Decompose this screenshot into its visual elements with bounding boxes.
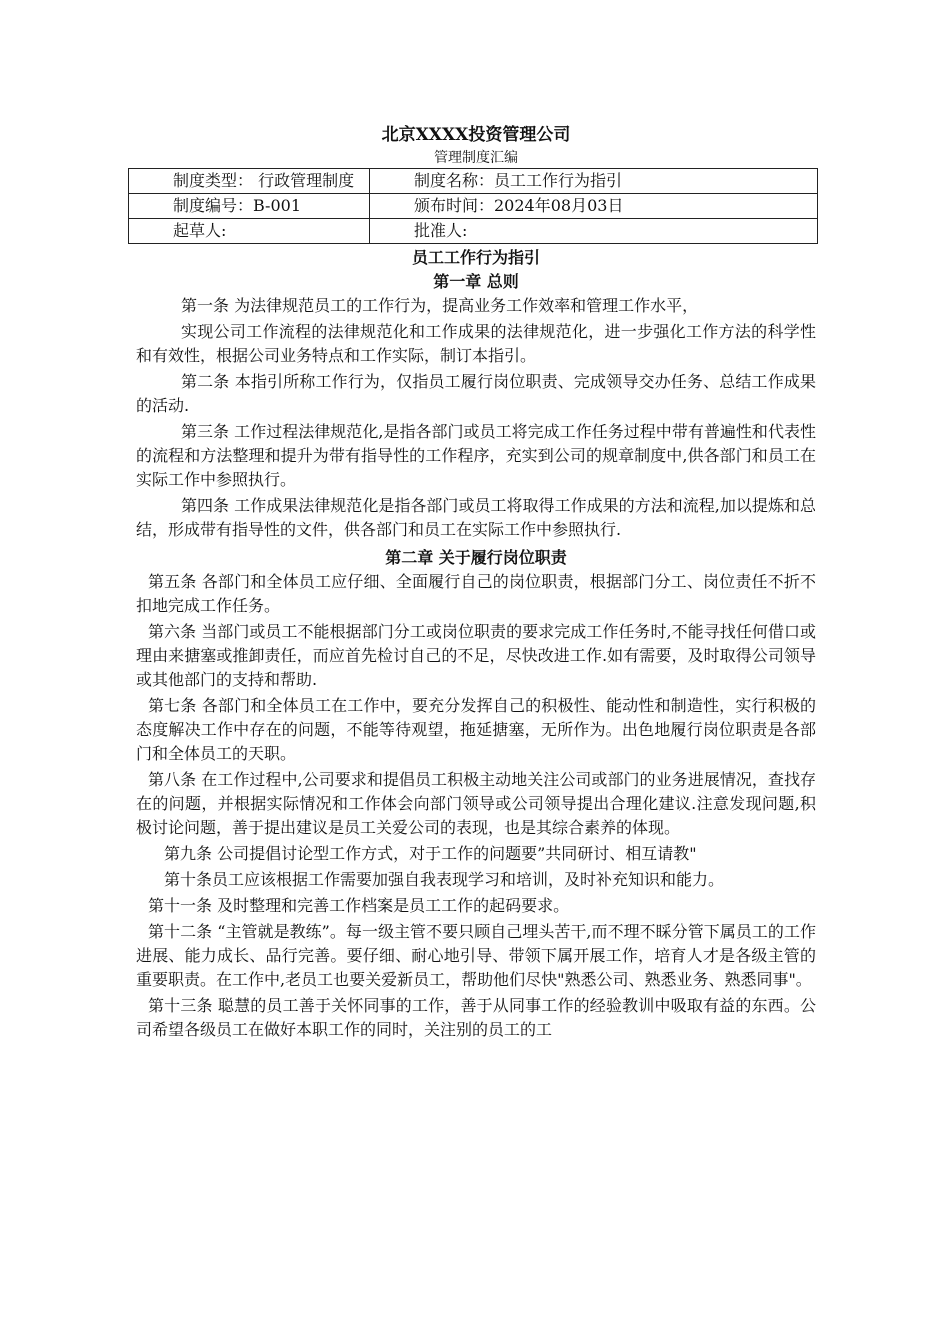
compilation-subtitle: 管理制度汇编 (434, 150, 518, 166)
article-2: 第二条 本指引所称工作行为，仅指员工履行岗位职责、完成领导交办任务、总结工作成果的活动. (136, 372, 816, 415)
article-1-continued: 实现公司工作流程的法律规范化和工作成果的法律规范化，进一步强化工作方法的科学性和有效性，根据公司业务特点和工作实际，制订本指引。 (136, 322, 816, 365)
chapter-1-heading: 第一章 总则 (433, 272, 519, 291)
drafter-cell: 起草人: (129, 219, 370, 244)
article-11: 第十一条 及时整理和完善工作档案是员工工作的起码要求。 (148, 896, 570, 915)
policy-meta-table (128, 168, 818, 244)
article-13: 第十三条 聪慧的员工善于关怀同事的工作，善于从同事工作的经验教训中吸取有益的东西。公司希望各级员工在做好本职工作的同时，关注别的员工的工 (136, 996, 816, 1039)
article-4: 第四条 工作成果法律规范化是指各部门或员工将取得工作成果的方法和流程,加以提炼和总结，形成带有指导性的文件，供各部门和员工在实际工作中参照执行. (136, 496, 816, 539)
policy-name-cell: 制度名称：员工工作行为指引 (370, 169, 818, 194)
article-5: 第五条 各部门和全体员工应仔细、全面履行自己的岗位职责，根据部门分工、岗位责任不折不扣地完成工作任务。 (136, 572, 816, 615)
article-8: 第八条 在工作过程中,公司要求和提倡员工积极主动地关注公司或部门的业务进展情况，查找存在的问题，并根据实际情况和工作体会向部门领导或公司领导提出合理化建议.注意发现问题,积极讨论问题，善于提出建议是员工关爱公司的表现，也是其综合素养的体现。 (136, 770, 816, 837)
table-row (129, 169, 818, 194)
article-3: 第三条 工作过程法律规范化,是指各部门或员工将完成工作任务过程中带有普遍性和代表性的流程和方法整理和提升为带有指导性的工作程序，充实到公司的规章制度中,供各部门和员工在实际工作中参照执行。 (136, 422, 816, 489)
company-name: 北京XXXX投资管理公司 (381, 125, 571, 145)
approver-cell: 批准人: (370, 219, 818, 244)
article-7: 第七条 各部门和全体员工在工作中，要充分发挥自己的积极性、能动性和制造性，实行积极的态度解决工作中存在的问题，不能等待观望，拖延搪塞，无所作为。出色地履行岗位职责是各部门和全体员工的天职。 (136, 696, 816, 763)
document-page (136, 122, 816, 1044)
issue-date-cell: 颁布时间：2024年08月03日 (370, 194, 818, 219)
table-row (129, 194, 818, 219)
document-title: 员工工作行为指引 (411, 248, 540, 267)
article-9: 第九条 公司提倡讨论型工作方式，对于工作的问题要”共同研讨、相互请教" (164, 844, 697, 863)
article-6: 第六条 当部门或员工不能根据部门分工或岗位职责的要求完成工作任务时,不能寻找任何借口或理由来搪塞或推卸责任，而应首先检讨自己的不足，尽快改进工作.如有需要，及时取得公司领导或其他部门的支持和帮助. (136, 622, 816, 689)
article-1: 第一条 为法律规范员工的工作行为，提高业务工作效率和管理工作水平， (181, 296, 699, 315)
chapter-2-heading: 第二章 关于履行岗位职责 (385, 548, 567, 567)
table-row (129, 219, 818, 244)
article-10: 第十条员工应该根据工作需要加强自我表现学习和培训，及时补充知识和能力。 (164, 870, 725, 889)
policy-type-cell: 制度类型： 行政管理制度 (129, 169, 370, 194)
policy-number-cell: 制度编号：B-001 (129, 194, 370, 219)
article-12: 第十二条 “主管就是教练”。每一级主管不要只顾自己埋头苦干,而不理不睬分管下属员工的工作进展、能力成长、品行完善。要仔细、耐心地引导、带领下属开展工作，培育人才是各级主管的重要职责。在工作中,老员工也要关爱新员工，帮助他们尽快"熟悉公司、熟悉业务、熟悉同事"。 (136, 922, 816, 989)
